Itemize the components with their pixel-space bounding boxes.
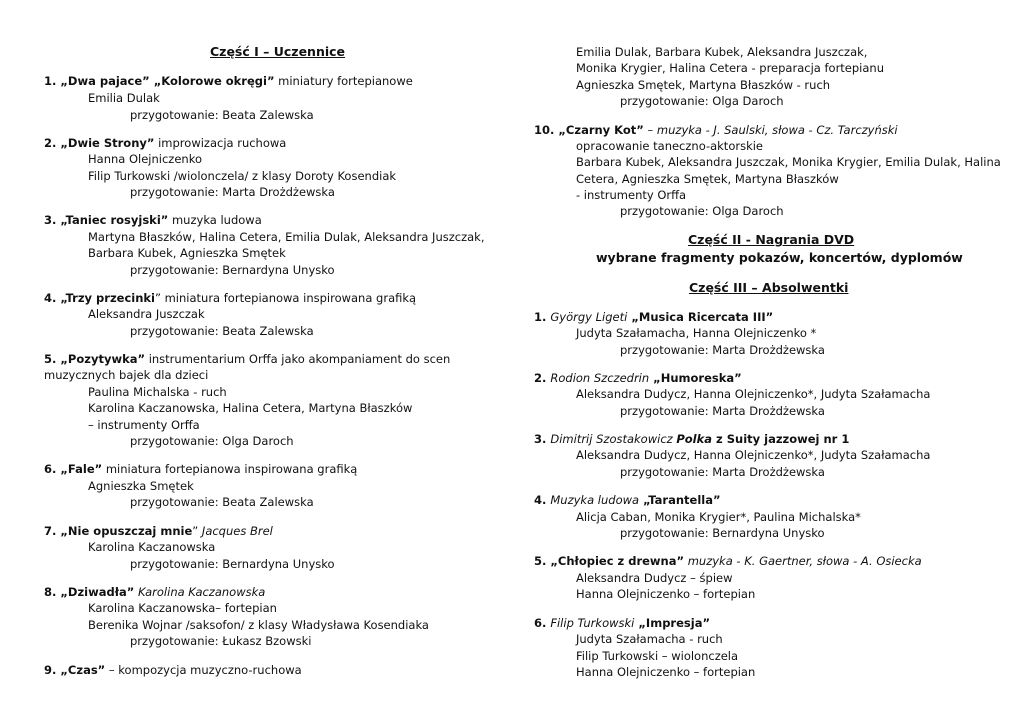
item-5-performer-2: Karolina Kaczanowska, Halina Cetera, Martyna Błaszków (88, 401, 413, 415)
alumni-1-composer: György Ligeti (550, 310, 628, 324)
alumni-6-performer-1: Judyta Szałamacha - ruch (576, 632, 723, 646)
item-1-preparation: przygotowanie: Beata Zalewska (130, 108, 314, 122)
item-2-performer-2: Filip Turkowski /wiolonczela/ z klasy Doroty Kosendiak (88, 169, 397, 183)
item-9-performers-2: Monika Krygier, Halina Cetera - preparacja fortepianu (576, 61, 884, 75)
item-8-title (44, 584, 265, 600)
alumni-4-number: 4. (534, 493, 551, 507)
item-2-preparation: przygotowanie: Marta Drożdżewska (130, 185, 335, 199)
alumni-2-number: 2. (534, 371, 551, 385)
alumni-4-composer: Muzyka ludowa (550, 493, 640, 507)
item-6-performers: Agnieszka Smętek (88, 479, 194, 493)
item-7-preparation: przygotowanie: Bernardyna Unysko (130, 557, 335, 571)
section-2-subheading: wybrane fragmenty pokazów, koncertów, dyplomów (596, 250, 963, 265)
alumni-1-preparation: przygotowanie: Marta Drożdżewska (620, 343, 825, 357)
section-2-heading: Część II - Nagrania DVD (688, 232, 855, 247)
item-5-performer-2-role: – instrumenty Orffa (88, 418, 200, 432)
item-8-composer: Karolina Kaczanowska (134, 585, 266, 599)
alumni-1-performers: Judyta Szałamacha, Hanna Olejniczenko * (576, 326, 817, 340)
item-3-title (44, 212, 262, 228)
alumni-4-performers: Alicja Caban, Monika Krygier*, Paulina Michalska* (576, 510, 861, 524)
alumni-6-performer-2: Filip Turkowski – wiolonczela (576, 649, 739, 663)
item-10-title (534, 122, 898, 138)
item-9-title (44, 662, 302, 678)
item-4-desc: ” miniatura fortepianowa inspirowana grafiką (154, 291, 417, 305)
alumni-5-name: 5. „Chłopiec z drewna” (534, 554, 685, 568)
alumni-3-preparation: przygotowanie: Marta Drożdżewska (620, 465, 825, 479)
item-6-desc: miniatura fortepianowa inspirowana grafiką (102, 462, 358, 476)
item-5-performer-1: Paulina Michalska - ruch (88, 385, 227, 399)
item-3-performers-1: Martyna Błaszków, Halina Cetera, Emilia Dulak, Aleksandra Juszczak, (88, 230, 485, 244)
item-7-performers: Karolina Kaczanowska (88, 540, 216, 554)
alumni-4-name: „Tarantella” (639, 493, 721, 507)
alumni-4-title (534, 492, 721, 508)
item-5-desc-cont: muzycznych bajek dla dzieci (44, 368, 209, 382)
alumni-2-performers: Aleksandra Dudycz, Hanna Olejniczenko*, Judyta Szałamacha (576, 387, 931, 401)
alumni-2-title (534, 370, 742, 386)
item-8-preparation: przygotowanie: Łukasz Bzowski (130, 634, 312, 648)
item-6-preparation: przygotowanie: Beata Zalewska (130, 495, 314, 509)
alumni-6-performer-3: Hanna Olejniczenko – fortepian (576, 665, 756, 679)
item-10-name: 10. „Czarny Kot” (534, 123, 644, 137)
alumni-3-title (534, 431, 849, 447)
alumni-2-preparation: przygotowanie: Marta Drożdżewska (620, 404, 825, 418)
item-7-title (44, 523, 273, 539)
alumni-4-preparation: przygotowanie: Bernardyna Unysko (620, 526, 825, 540)
item-9-performers-1: Emilia Dulak, Barbara Kubek, Aleksandra Juszczak, (576, 45, 868, 59)
alumni-2-composer: Rodion Szczedrin (550, 371, 650, 385)
section-1-heading: Część I – Uczennice (210, 44, 346, 59)
item-4-title (44, 290, 416, 306)
item-10-desc: opracowanie taneczno-aktorskie (576, 139, 764, 153)
item-10-performers-3: - instrumenty Orffa (576, 188, 687, 202)
alumni-5-performer-1: Aleksandra Dudycz – śpiew (576, 571, 733, 585)
alumni-3-suite: z Suity jazzowej nr 1 (712, 432, 850, 446)
item-6-title (44, 461, 357, 477)
item-5-title (44, 351, 450, 367)
alumni-3-performers: Aleksandra Dudycz, Hanna Olejniczenko*, Judyta Szałamacha (576, 448, 931, 462)
item-2-name: 2. „Dwie Strony” (44, 136, 155, 150)
alumni-5-title (534, 553, 922, 569)
alumni-1-title (534, 309, 773, 325)
alumni-5-performer-2: Hanna Olejniczenko – fortepian (576, 587, 756, 601)
alumni-3-composer: Dimitrij Szostakowicz (550, 432, 677, 446)
alumni-6-number: 6. (534, 616, 551, 630)
alumni-6-title (534, 615, 710, 631)
alumni-1-number: 1. (534, 310, 551, 324)
item-2-title (44, 135, 286, 151)
item-6-name: 6. „Fale” (44, 462, 103, 476)
item-7-composer: Jacques Brel (201, 524, 273, 538)
alumni-2-name: „Humoreska” (649, 371, 742, 385)
alumni-6-composer: Filip Turkowski (550, 616, 635, 630)
item-3-desc: muzyka ludowa (168, 213, 262, 227)
item-4-performers: Aleksandra Juszczak (88, 307, 205, 321)
item-1-name: 1. „Dwa pajace” „Kolorowe okręgi” (44, 74, 275, 88)
alumni-5-credits: muzyka - K. Gaertner, słowa - A. Osiecka (684, 554, 922, 568)
item-4-preparation: przygotowanie: Beata Zalewska (130, 324, 314, 338)
alumni-3-number: 3. (534, 432, 551, 446)
item-2-performer-1: Hanna Olejniczenko (88, 152, 202, 166)
item-3-name: 3. „Taniec rosyjski” (44, 213, 169, 227)
item-10-performers-2: Cetera, Agnieszka Smętek, Martyna Błaszków (576, 172, 839, 186)
item-9-performers-3: Agnieszka Smętek, Martyna Błaszków - ruch (576, 78, 831, 92)
item-7-name: 7. „Nie opuszczaj mnie (44, 524, 193, 538)
item-5-name: 5. „Pozytywka” (44, 352, 146, 366)
item-8-performer-2: Berenika Wojnar /saksofon/ z klasy Władysława Kosendiaka (88, 618, 429, 632)
section-3-heading: Część III – Absolwentki (689, 280, 849, 295)
alumni-6-name: „Impresja” (634, 616, 711, 630)
item-8-name: 8. „Dziwadła” (44, 585, 135, 599)
item-7-quote: ” (192, 524, 202, 538)
item-9-preparation: przygotowanie: Olga Daroch (620, 94, 784, 108)
item-9-name: 9. „Czas” (44, 663, 106, 677)
item-1-title (44, 73, 413, 89)
item-3-performers-2: Barbara Kubek, Agnieszka Smętek (88, 246, 286, 260)
item-1-performers: Emilia Dulak (88, 91, 160, 105)
item-4-name: 4. „Trzy przecinki (44, 291, 155, 305)
item-5-preparation: przygotowanie: Olga Daroch (130, 434, 294, 448)
alumni-3-name: Polka (676, 432, 713, 446)
item-10-performers-1: Barbara Kubek, Aleksandra Juszczak, Monika Krygier, Emilia Dulak, Halina (576, 155, 1001, 169)
item-1-desc: miniatury fortepianowe (274, 74, 413, 88)
item-5-desc: instrumentarium Orffa jako akompaniament do scen (145, 352, 451, 366)
item-3-preparation: przygotowanie: Bernardyna Unysko (130, 263, 335, 277)
item-8-performer-1: Karolina Kaczanowska– fortepian (88, 601, 277, 615)
alumni-1-name: „Musica Ricercata III” (627, 310, 774, 324)
item-10-preparation: przygotowanie: Olga Daroch (620, 204, 784, 218)
item-2-desc: improwizacja ruchowa (154, 136, 287, 150)
item-10-credits: – muzyka - J. Saulski, słowa - Cz. Tarczyński (643, 123, 898, 137)
item-9-desc: – kompozycja muzyczno-ruchowa (105, 663, 302, 677)
